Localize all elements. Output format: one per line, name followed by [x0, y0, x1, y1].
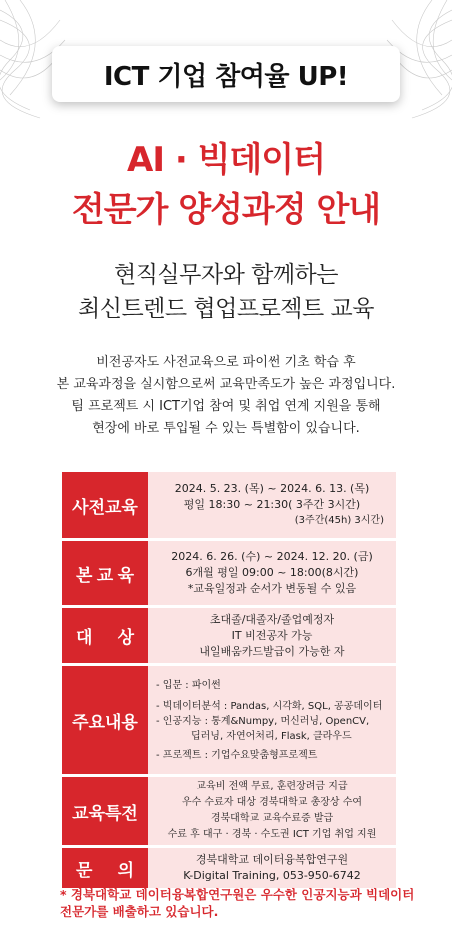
intro-line: 본 교육과정을 실시함으로써 교육만족도가 높은 과정입니다.	[56, 377, 396, 392]
content-line: - 인공지능 : 통계&Numpy, 머신러닝, OpenCV,	[156, 715, 370, 727]
label-char: 교	[96, 565, 114, 586]
content-line: 경북대학교 교육수료증 발급	[210, 813, 334, 824]
content-line: 평일 18:30 ~ 21:30( 3주간 3시간)	[183, 498, 361, 511]
subtitle-line-1: 현직실무자와 함께하는	[114, 262, 338, 288]
row-content	[148, 608, 396, 663]
intro-text	[0, 352, 452, 440]
headline-banner	[52, 46, 400, 102]
label-char: 대	[76, 628, 93, 648]
label-char: 상	[117, 628, 134, 648]
content-line: 경북대학교 데이터융복합연구원	[195, 853, 349, 866]
content-line: IT 비전공자 가능	[231, 628, 313, 642]
title-line-2: 전문가 양성과정 안내	[71, 190, 381, 230]
row-benefits	[62, 777, 396, 845]
row-label: 교육특전	[62, 777, 148, 845]
content-line: 6개월 평일 09:00 ~ 18:00(8시간)	[185, 566, 359, 579]
course-info-table	[62, 472, 396, 891]
row-label	[62, 541, 148, 605]
content-line: - 프로젝트 : 기업수요맞춤형프로젝트	[156, 749, 318, 761]
content-line: 수료 후 대구 · 경북 · 수도권 ICT 기업 취업 지원	[167, 829, 377, 840]
row-content	[148, 472, 396, 538]
row-content	[148, 777, 396, 845]
content-line: 내일배움카드발급이 가능한 자	[199, 644, 345, 658]
subtitle-line-2: 최신트렌드 협업프로젝트 교육	[78, 296, 374, 322]
content-line: 초대졸/대졸자/졸업예정자	[209, 612, 335, 626]
row-contact	[62, 848, 396, 888]
row-main-content	[62, 666, 396, 774]
banner-text: ICT 기업 참여율 UP!	[103, 61, 349, 92]
content-line: 우수 수료자 대상 경북대학교 총장상 수여	[181, 797, 363, 808]
row-pre-education	[62, 472, 396, 538]
content-line: - 빅데이터분석 : Pandas, 시각화, SQL, 공공데이터	[156, 700, 383, 712]
content-line: 딥러닝, 자연어처리, Flask, 클라우드	[156, 730, 352, 742]
row-target	[62, 608, 396, 663]
row-label: 주요내용	[62, 666, 148, 774]
label-char: 본	[76, 565, 93, 586]
content-line: - 입문 : 파이썬	[156, 679, 221, 691]
content-line: K-Digital Training, 053-950-6742	[183, 869, 361, 882]
footnote: * 경북대학교 데이터융복합연구원은 우수한 인공지능과 빅데이터 전문가를 배출하고 있습니다.	[60, 887, 415, 919]
row-main-education	[62, 541, 396, 605]
row-label	[62, 608, 148, 663]
row-content	[148, 848, 396, 888]
intro-line: 비전공자도 사전교육으로 파이썬 기초 학습 후	[96, 355, 356, 370]
title-line-1: AI · 빅데이터	[127, 140, 325, 180]
intro-line: 팀 프로젝트 시 ICT기업 참여 및 취업 연계 지원을 통해	[71, 399, 381, 414]
label-char: 의	[117, 860, 134, 881]
row-content	[148, 541, 396, 605]
content-line: 2024. 6. 26. (수) ~ 2024. 12. 20. (금)	[171, 550, 373, 563]
content-line: (3주간(45h) 3시간)	[294, 515, 384, 526]
content-line: 2024. 5. 23. (목) ~ 2024. 6. 13. (목)	[174, 482, 370, 495]
content-line: 교육비 전액 무료, 훈련장려금 지급	[196, 781, 348, 792]
row-content	[148, 666, 396, 774]
label-char: 문	[76, 860, 93, 881]
label-char: 육	[117, 565, 134, 586]
row-label	[62, 848, 148, 888]
content-line: *교육일정과 순서가 변동될 수 있음	[187, 582, 357, 595]
intro-line: 현장에 바로 투입될 수 있는 특별함이 있습니다.	[92, 421, 360, 436]
row-label: 사전교육	[62, 472, 148, 538]
